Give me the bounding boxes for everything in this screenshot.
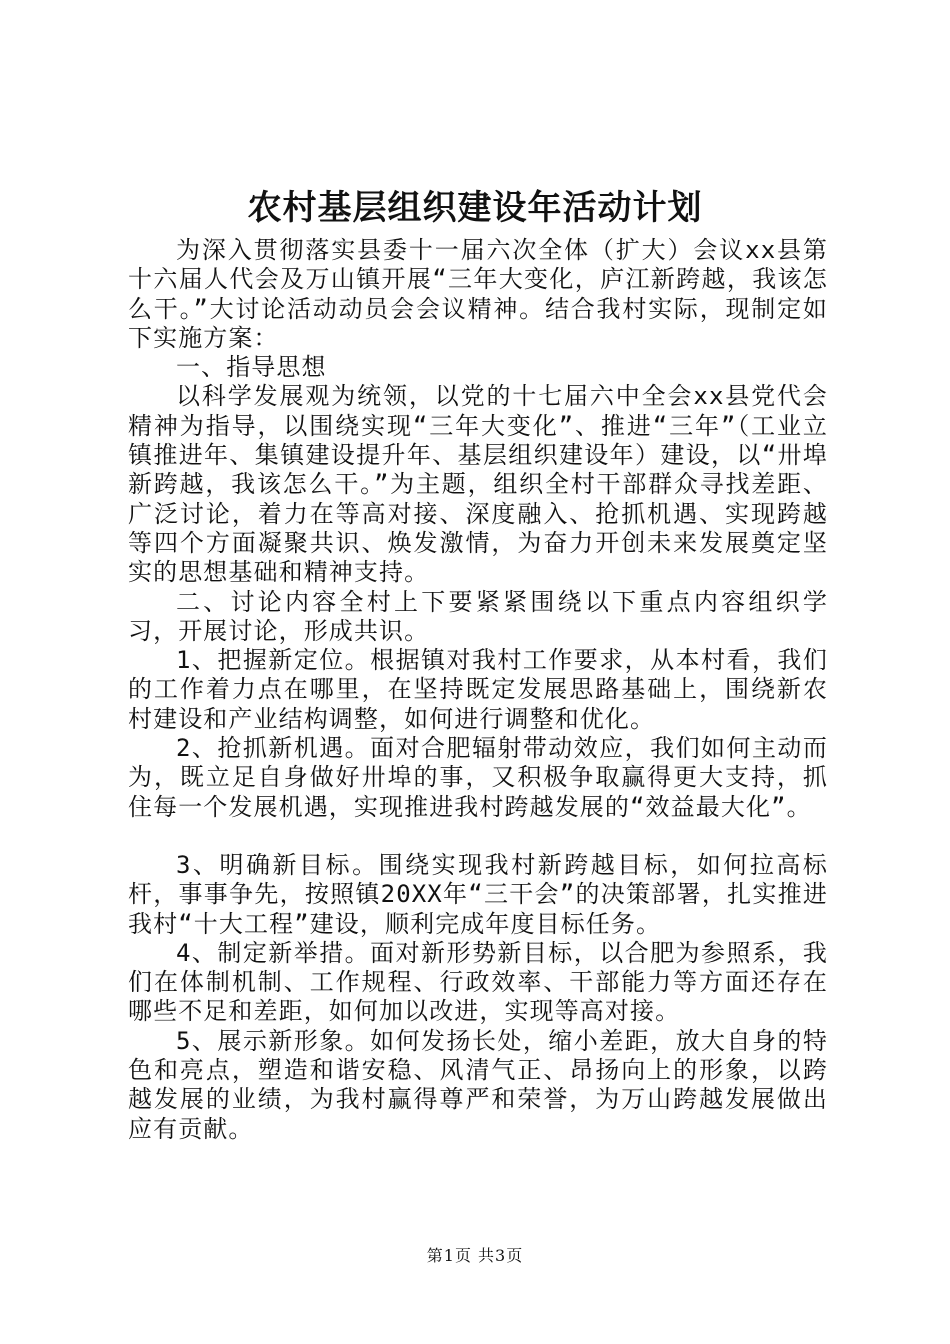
section-heading-guiding-ideology: 一、指导思想 <box>176 353 327 382</box>
item-1-paragraph: 1、把握新定位。根据镇对我村工作要求，从本村看，我们的工作着力点在哪里，在坚持既定发展思路基础上，围绕新农村建设和产业结构调整，如何进行调整和优化。 <box>128 646 828 733</box>
page-footer: 第1页 共3页 <box>426 1246 524 1265</box>
document-title: 农村基层组织建设年活动计划 <box>247 188 703 228</box>
intro-paragraph: 为深入贯彻落实县委十一届六次全体（扩大）会议xx县第十六届人代会及万山镇开展“三年大变化，庐江新跨越，我该怎么干。”大讨论活动动员会会议精神。结合我村实际，现制定如下实施方案： <box>128 236 828 352</box>
item-4-paragraph: 4、制定新举措。面对新形势新目标，以合肥为参照系，我们在体制机制、工作规程、行政效率、干部能力等方面还存在哪些不足和差距，如何加以改进，实现等高对接。 <box>128 938 828 1026</box>
guiding-ideology-paragraph: 以科学发展观为统领，以党的十七届六中全会xx县党代会精神为指导，以围绕实现“三年大变化”、推进“三年”（工业立镇推进年、集镇建设提升年、基层组织建设年）建设，以“卅埠新跨越，我该怎么干。”为主题，组织全村干部群众寻找差距、广泛讨论，着力在等高对接、深度融入、抢抓机遇、实现跨越等四个方面凝聚共识、焕发激情，为奋力开创未来发展奠定坚实的思想基础和精神支持。 <box>128 382 828 587</box>
item-2-paragraph: 2、抢抓新机遇。面对合肥辐射带动效应，我们如何主动而为，既立足自身做好卅埠的事，又积极争取赢得更大支持，抓住每一个发展机遇，实现推进我村跨越发展的“效益最大化”。 <box>128 734 828 821</box>
item-3-paragraph: 3、明确新目标。围绕实现我村新跨越目标，如何拉高标杆，事事争先，按照镇20XX年“三干会”的决策部署，扎实推进我村“十大工程”建设，顺利完成年度目标任务。 <box>128 850 828 938</box>
document-body <box>128 236 828 1144</box>
item-5-paragraph: 5、展示新形象。如何发扬长处，缩小差距，放大自身的特色和亮点，塑造和谐安稳、风清气正、昂扬向上的形象，以跨越发展的业绩，为我村赢得尊严和荣誉，为万山跨越发展做出应有贡献。 <box>128 1026 828 1143</box>
discussion-content-paragraph: 二、讨论内容全村上下要紧紧围绕以下重点内容组织学习，开展讨论，形成共识。 <box>128 587 828 645</box>
